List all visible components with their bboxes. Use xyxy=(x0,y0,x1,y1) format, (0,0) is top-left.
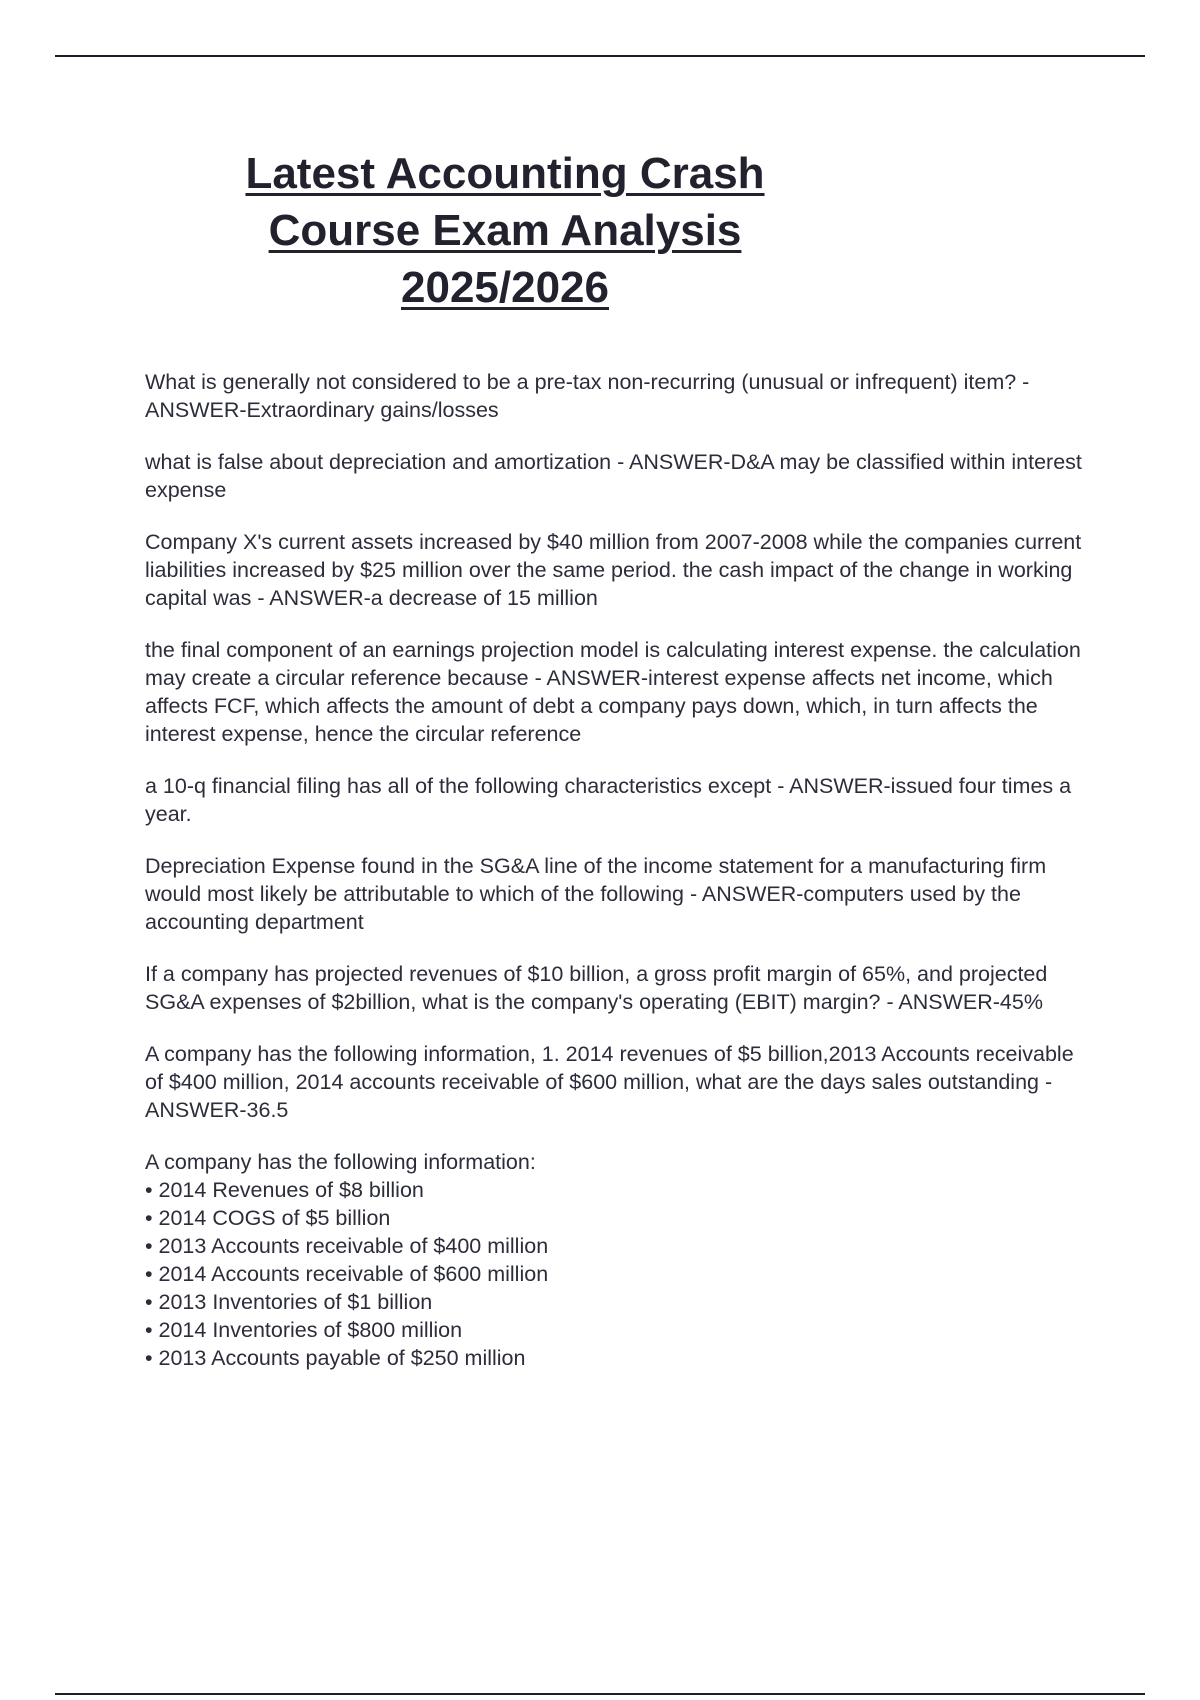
list-item xyxy=(145,1176,1090,1204)
bottom-rule xyxy=(55,1693,1145,1695)
qa-item: Company X's current assets increased by $40 million from 2007-2008 while the companies current liabilities increased by $25 million over the same period. the cash impact of the change in working capital was - ANSWER-a decrease of 15 million xyxy=(145,530,1082,610)
list-item xyxy=(145,1344,1090,1372)
list-item-text: 2013 Accounts payable of $250 million xyxy=(158,1346,526,1370)
qa-content xyxy=(145,368,1090,1372)
list-item-text: 2013 Inventories of $1 billion xyxy=(158,1290,433,1314)
title-line-2: Course Exam Analysis xyxy=(268,206,742,255)
qa-list-intro: A company has the following information: xyxy=(145,1150,536,1174)
list-item xyxy=(145,1260,1090,1288)
list-item-text: 2014 COGS of $5 billion xyxy=(158,1206,391,1230)
qa-item: A company has the following information, 1. 2014 revenues of $5 billion,2013 Accounts receivable of $400 million, 2014 accounts receivable of $600 million, what are the days sales outstanding - ANSWER-36.5 xyxy=(145,1042,1074,1122)
qa-item: what is false about depreciation and amortization - ANSWER-D&A may be classified within interest expense xyxy=(145,450,1082,502)
list-item-text: 2014 Inventories of $800 million xyxy=(158,1318,463,1342)
list-item-text: 2014 Accounts receivable of $600 million xyxy=(158,1262,549,1286)
top-rule xyxy=(55,55,1145,57)
qa-item: What is generally not considered to be a pre-tax non-recurring (unusual or infrequent) item? - ANSWER-Extraordinary gains/losses xyxy=(145,370,1030,422)
list-item xyxy=(145,1204,1090,1232)
list-item xyxy=(145,1232,1090,1260)
list-item-text: 2014 Revenues of $8 billion xyxy=(158,1178,424,1202)
qa-item: If a company has projected revenues of $10 billion, a gross profit margin of 65%, and projected SG&A expenses of $2billion, what is the company's operating (EBIT) margin? - ANSWER-45% xyxy=(145,962,1048,1014)
list-item-text: 2013 Accounts receivable of $400 million xyxy=(158,1234,549,1258)
qa-item: a 10-q financial filing has all of the following characteristics except - ANSWER-issued four times a year. xyxy=(145,774,1072,826)
title-line-3: 2025/2026 xyxy=(401,263,609,312)
document-title xyxy=(190,145,820,316)
qa-item: Depreciation Expense found in the SG&A line of the income statement for a manufacturing firm would most likely be attributable to which of the following - ANSWER-computers used by the accounting department xyxy=(145,854,1047,934)
qa-item: the final component of an earnings projection model is calculating interest expense. the calculation may create a circular reference because - ANSWER-interest expense affects net income, which affects FCF, which affects the amount of debt a company pays down, which, in turn affects the interest expense, hence the circular reference xyxy=(145,638,1081,746)
qa-item-with-list xyxy=(145,1148,1090,1372)
title-line-1: Latest Accounting Crash xyxy=(245,149,765,198)
list-item xyxy=(145,1316,1090,1344)
bullet-list xyxy=(145,1176,1090,1372)
list-item xyxy=(145,1288,1090,1316)
